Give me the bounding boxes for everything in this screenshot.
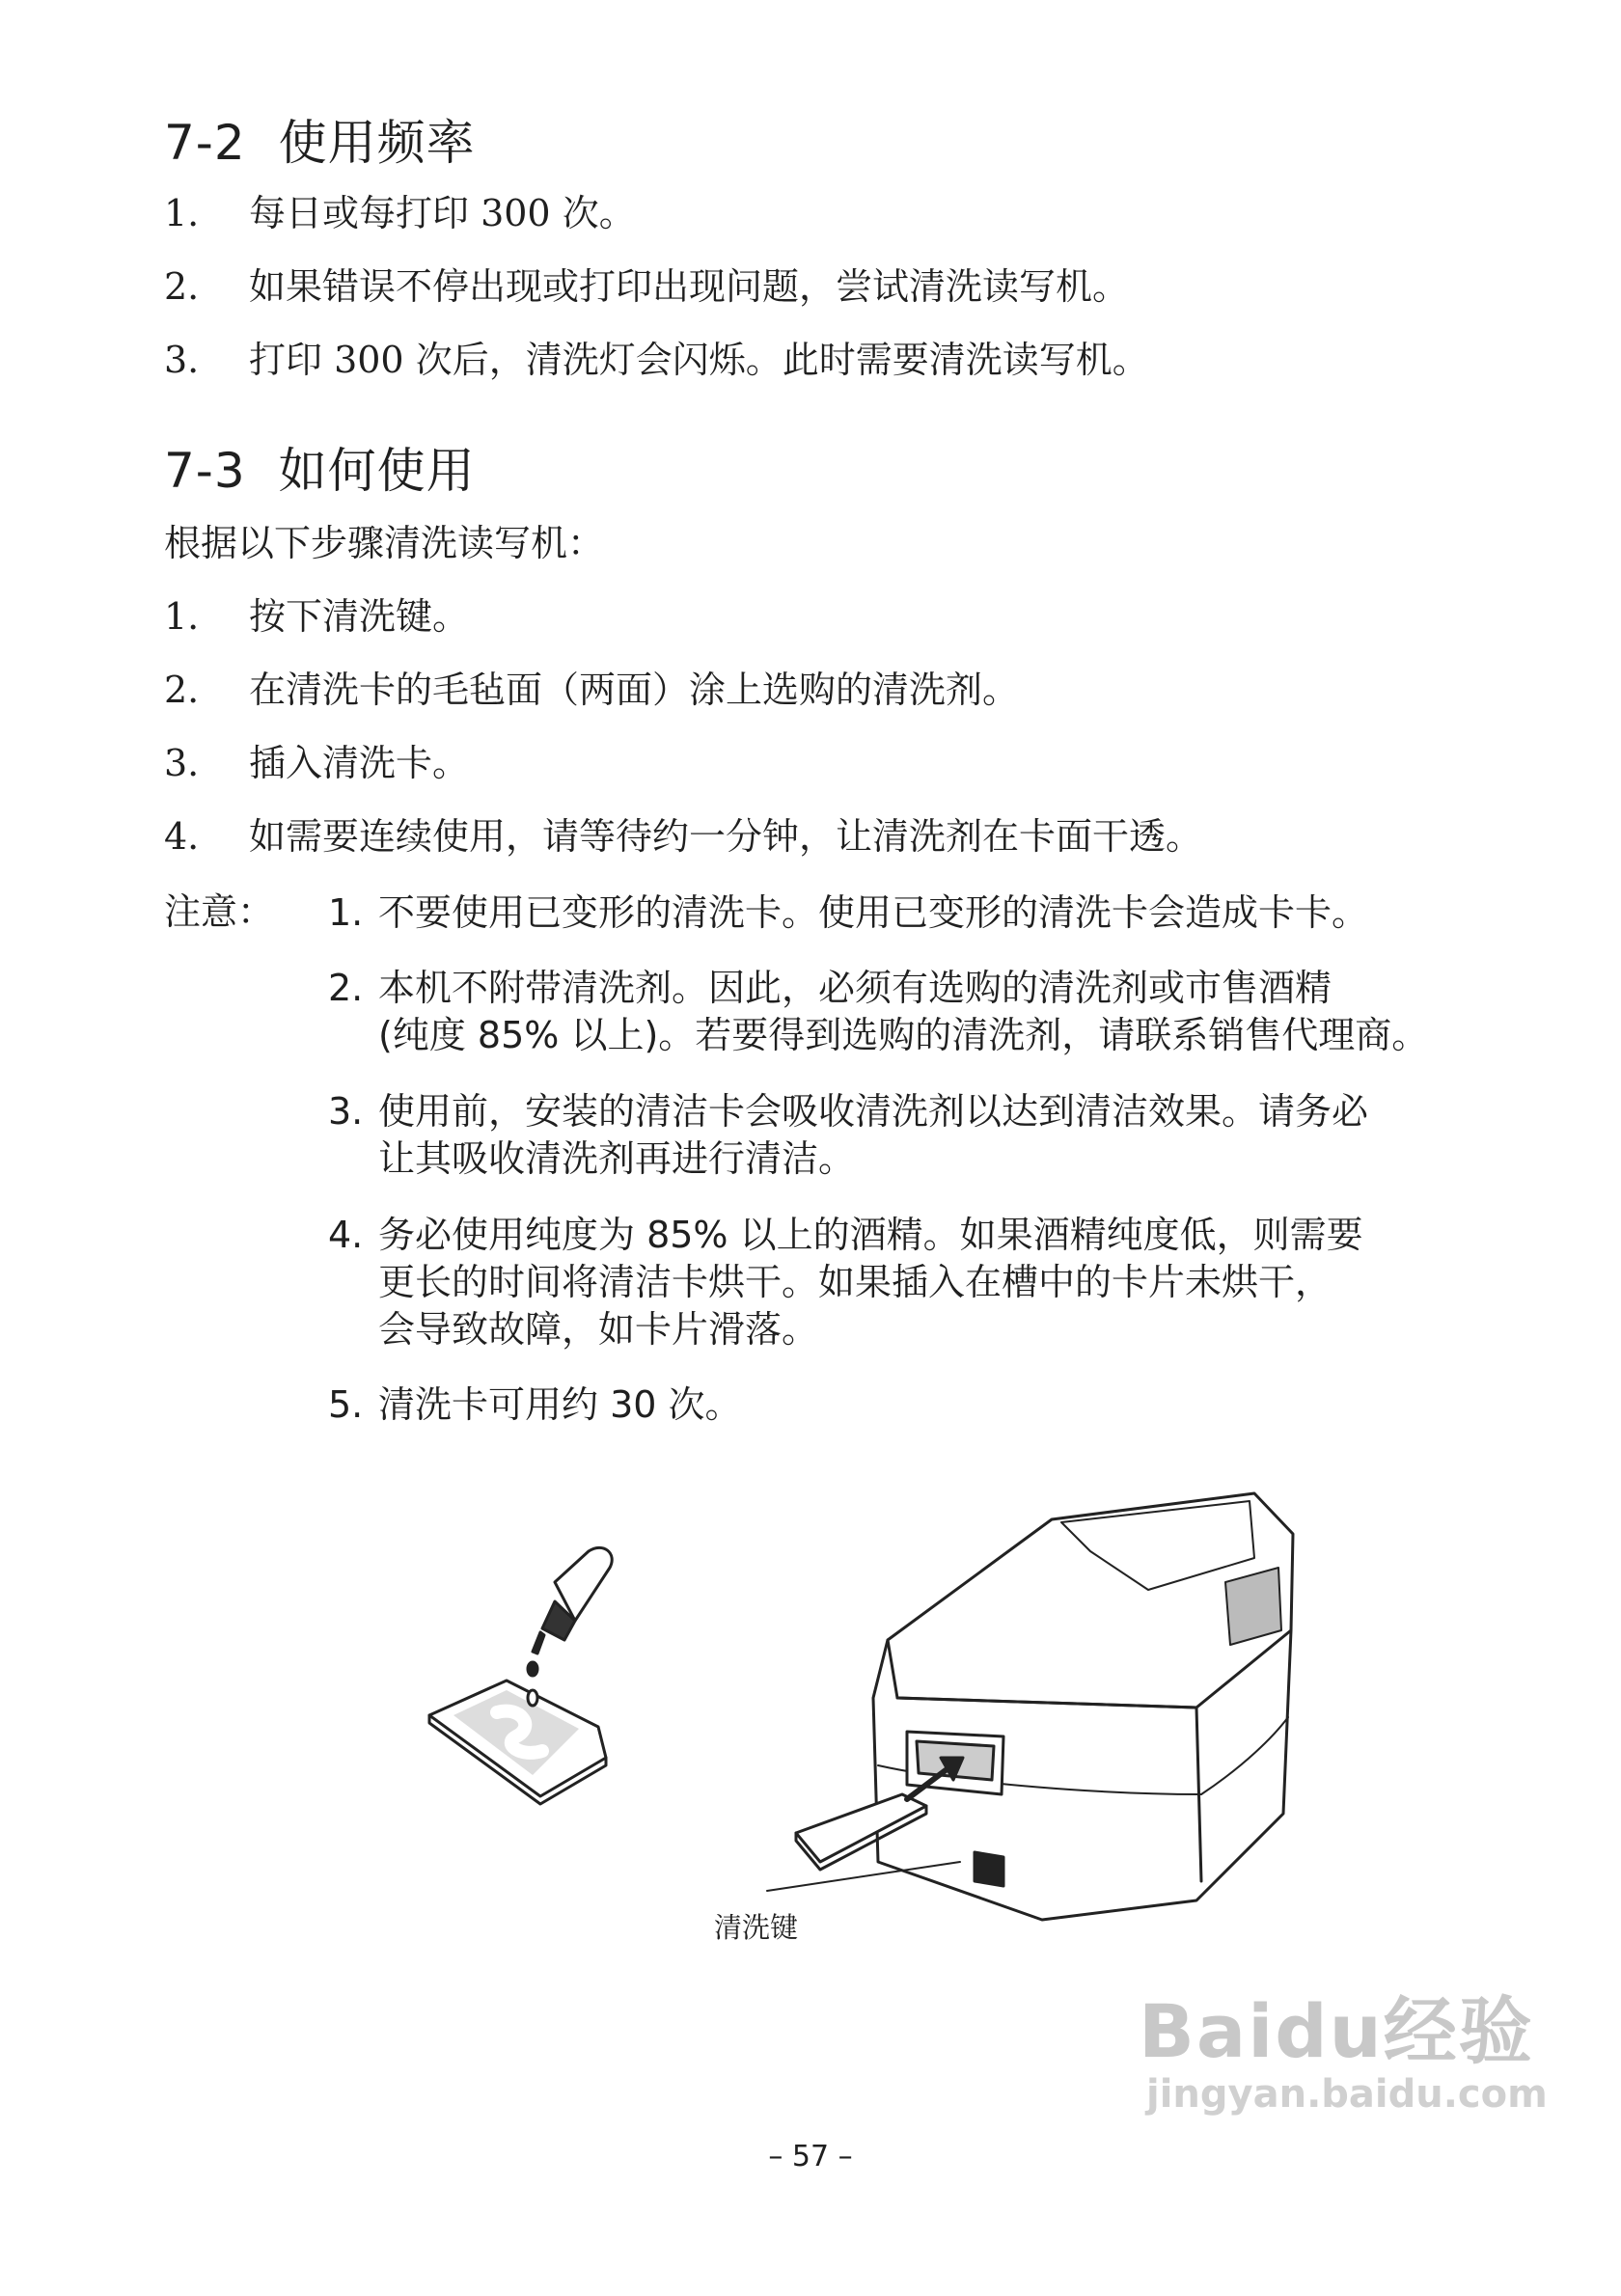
list-item: 3. 打印 300 次后，清洗灯会闪烁。此时需要清洗读写机。 — [164, 339, 1149, 381]
figure-caption: 清洗键 — [714, 1911, 799, 1944]
note-item: 4. 务必使用纯度为 85% 以上的酒精。如果酒精纯度低，则需要 更长的时间将清洁卡烘干。如果插入在槽中的卡片未烘干， 会导致故障，如卡片滑落。 — [328, 1214, 1363, 1351]
step-item: 3. 插入清洗卡。 — [164, 742, 470, 784]
page-number: – 57 – — [768, 2140, 853, 2173]
note-item: 2. 本机不附带清洗剂。因此，必须有选购的清洗剂或市售酒精 (纯度 85% 以上)。若要得到选购的清洗剂，请联系销售代理商。 — [328, 967, 1429, 1056]
watermark-url: jingyan.baidu.com — [1146, 2072, 1548, 2117]
notes-label: 注意： — [164, 890, 275, 933]
list-item: 1. 每日或每打印 300 次。 — [164, 192, 636, 234]
cleaning-fluid-bottle-icon — [528, 1547, 612, 1706]
card-printer-icon — [873, 1493, 1293, 1920]
note-item: 3. 使用前，安装的清洁卡会吸收清洗剂以达到清洁效果。请务必 让其吸收清洗剂再进行清洁。 — [328, 1090, 1369, 1180]
watermark-brand: Baidu经验 — [1139, 1988, 1534, 2074]
cleaning-card-icon — [429, 1681, 606, 1804]
note-item: 1. 不要使用已变形的清洗卡。使用已变形的清洗卡会造成卡卡。 — [328, 891, 1369, 934]
step-item: 2. 在清洗卡的毛毡面（两面）涂上选购的清洗剂。 — [164, 669, 1020, 711]
intro-text: 根据以下步骤清洗读写机： — [164, 522, 605, 564]
list-item: 2. 如果错误不停出现或打印出现问题，尝试清洗读写机。 — [164, 265, 1130, 308]
section-title: 如何使用 — [278, 443, 476, 499]
watermark — [1139, 1973, 1548, 2117]
section-number: 7-3 — [164, 443, 246, 499]
section-number: 7-2 — [164, 115, 246, 171]
step-item: 1. 按下清洗键。 — [164, 595, 470, 638]
section-title: 使用频率 — [278, 115, 476, 171]
note-item: 5. 清洗卡可用约 30 次。 — [328, 1383, 742, 1426]
step-item: 4. 如需要连续使用，请等待约一分钟，让清洗剂在卡面干透。 — [164, 815, 1203, 858]
